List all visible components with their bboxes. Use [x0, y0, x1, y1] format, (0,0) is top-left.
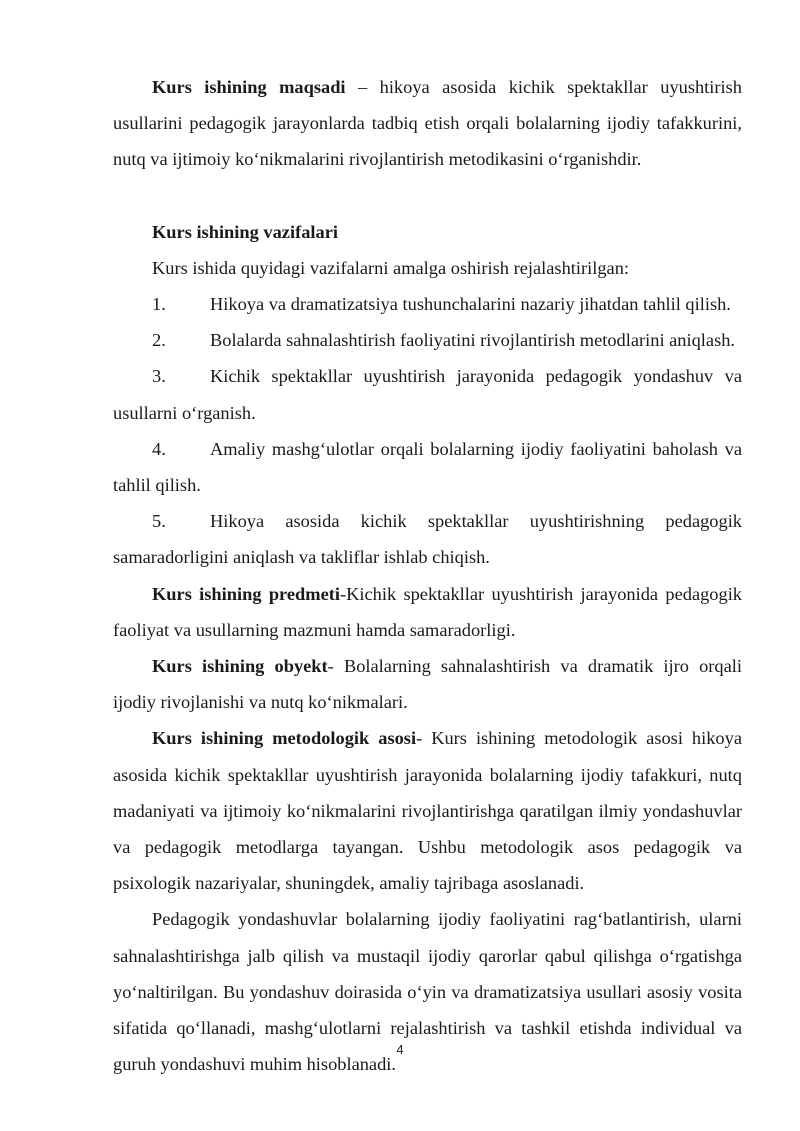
vazifa-text-5: Hikoya asosida kichik spektakllar uyushtirishning pedagogik samaradorligini aniqlash va takliflar ishlab chiqish.	[113, 511, 742, 568]
page-number: 4	[396, 1042, 404, 1057]
yondashuvlar-paragraph: Pedagogik yondashuvlar bolalarning ijodiy faoliyatini rag‘batlantirish, ularni sahnalashtirishga jalb qilish va mustaqil ijodiy qarorlar qabul qilishga o‘rgatishga yo‘naltirilgan. Bu yondashuv doirasida o‘yin va dramatizatsiya usullari asosiy vosita sifatida qo‘llanadi, mashg‘ulotlarni rejalashtirish va tashkil etishda individual va guruh yondashuvi muhim hisoblanadi.	[113, 909, 742, 1075]
vazifa-item-4	[113, 431, 742, 503]
obyekt-text: - Bolalarning sahnalashtirish va dramatik ijro orqali ijodiy rivojlanishi va nutq ko‘nikmalari.	[113, 656, 743, 713]
predmeti-text: -Kichik spektakllar uyushtirish jarayonida pedagogik faoliyat va usullarning mazmuni hamda samaradorligi.	[113, 583, 743, 640]
vazifa-number-5: 5.	[152, 511, 166, 532]
vazifa-number-1: 1.	[152, 294, 166, 315]
vazifa-text-2: Bolalarda sahnalashtirish faoliyatini rivojlantirish metodlarini aniqlash.	[210, 330, 736, 351]
metodologik-heading: Kurs ishining metodologik asosi	[152, 728, 417, 749]
vazifa-item-3	[113, 358, 742, 430]
maqsad-paragraph	[113, 69, 742, 178]
vazifa-item-1	[113, 286, 742, 322]
paragraph-gap	[113, 178, 742, 214]
vazifalar-heading-paragraph	[113, 214, 742, 250]
predmeti-heading: Kurs ishining predmeti	[152, 583, 340, 604]
vazifa-number-2: 2.	[152, 330, 166, 351]
vazifalar-heading: Kurs ishining vazifalari	[152, 221, 338, 242]
vazifa-item-2	[113, 322, 742, 358]
obyekt-paragraph	[113, 648, 742, 720]
vazifalar-intro: Kurs ishida quyidagi vazifalarni amalga oshirish rejalashtirilgan:	[152, 257, 629, 278]
metodologik-text: - Kurs ishining metodologik asosi hikoya asosida kichik spektakllar uyushtirish jarayonida bolalarning ijodiy tafakkuri, nutq madaniyati va ijtimoiy ko‘nikmalarini rivojlantirishga qaratilgan ilmiy yondashuvlar va pedagogik metodlarga tayangan. Ushbu metodologik asos pedagogik va psixologik nazariyalar, shuningdek, amaliy tajribaga asoslanadi.	[113, 728, 742, 894]
vazifa-item-5	[113, 503, 742, 575]
vazifa-text-4: Amaliy mashg‘ulotlar orqali bolalarning ijodiy faoliyatini baholash va tahlil qilish.	[113, 438, 742, 496]
vazifa-text-3: Kichik spektakllar uyushtirish jarayonida pedagogik yondashuv va usullarni o‘rganish.	[113, 366, 742, 423]
maqsad-text: – hikoya asosida kichik spektakllar uyushtirish usullarini pedagogik jarayonlarda tadbiq etish orqali bolalarning ijodiy tafakkurini, nutq va ijtimoiy ko‘nikmalarini rivojlantirish metodikasini o‘rganishdir.	[113, 77, 742, 170]
metodologik-paragraph	[113, 720, 742, 901]
vazifa-number-3: 3.	[152, 366, 166, 387]
maqsad-heading: Kurs ishining maqsadi	[152, 77, 346, 97]
vazifa-number-4: 4.	[152, 438, 166, 459]
obyekt-heading: Kurs ishining obyekt	[152, 656, 328, 677]
document-page	[113, 69, 742, 1082]
vazifa-text-1: Hikoya va dramatizatsiya tushunchalarini nazariy jihatdan tahlil qilish.	[210, 294, 731, 315]
predmeti-paragraph	[113, 576, 742, 648]
